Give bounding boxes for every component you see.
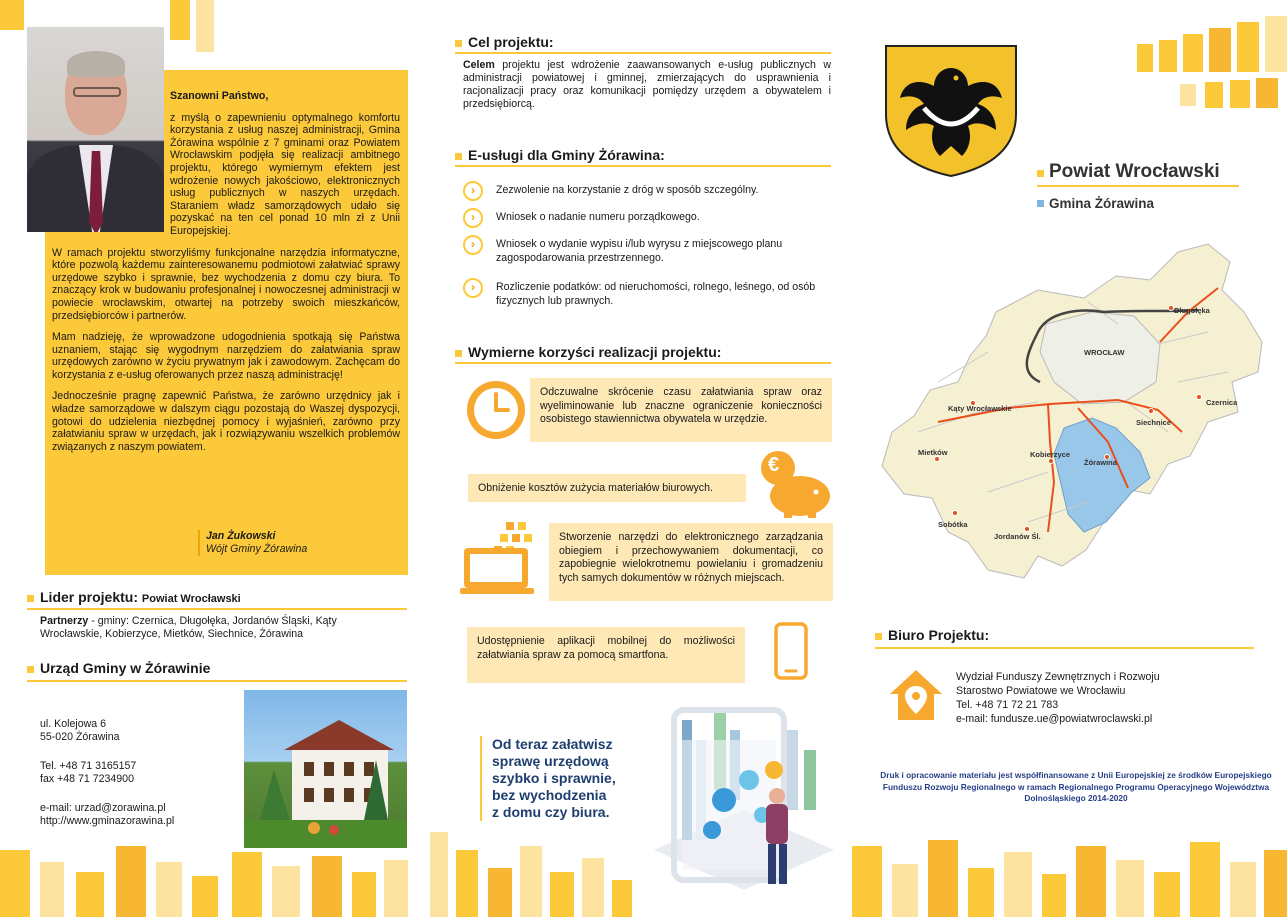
letter-paragraph-3: Mam nadzieję, że wprowadzone udogodnienia spotkają się Państwa uznaniem, stając się wygodnym narzędziem do załatwiania spraw urzędowych zarówno w życiu prywatnym jak i zawodowym. Zachęcam do korzystania z e-usług oferowanych przez naszą administrację! (52, 331, 400, 381)
fax: fax +48 71 7234900 (40, 773, 134, 785)
lider-name: Powiat Wrocławski (141, 593, 241, 605)
map-marker (1148, 408, 1154, 414)
benefit-3: Stworzenie narzędzi do elektronicznego zarządzania obiegiem i przechowywaniem dokumentacji, co zapobiegnie wielokrotnemu powielaniu i gromadzeniu tych samych dokumentów w różnych miejscach. (549, 523, 833, 601)
partners-text: Partnerzy - gminy: Czernica, Długołęka, Jordanów Śląski, Kąty Wrocławskie, Kobierzyce, Mietków, Siechnice, Żórawina (40, 615, 337, 640)
biuro-underline (875, 647, 1254, 649)
phone: Tel. +48 71 3165157 (40, 760, 137, 772)
euro-symbol: € (768, 454, 780, 476)
laptop-icon (460, 518, 548, 603)
home-location-icon (888, 666, 944, 727)
map-label-mietkow: Mietków (918, 448, 948, 457)
powiat-square (1037, 170, 1044, 177)
korzysci-underline (455, 362, 831, 364)
address-line-1: ul. Kolejowa 6 (40, 718, 106, 730)
urzad-heading: Urząd Gminy w Żórawinie (27, 660, 210, 676)
letter-paragraph-4: Jednocześnie pragnę zapewnić Państwa, że zarówno urzędnicy jak i władze samorządowe w dalszym ciągu pozostają do Waszej dyspozycji, gotowi do udzielenia niezbędnej pomocy i wyjaśnień, zarówno przy załatwianiu spraw w urzędach, jak i rozwiązywaniu wszelkich problemów związanych z naszym powiatem. (52, 390, 400, 453)
map-label-kobierzyce: Kobierzyce (1030, 450, 1071, 459)
smart-city-illustration (634, 700, 854, 905)
benefit-2: Obniżenie kosztów zużycia materiałów biurowych. (468, 474, 746, 502)
korzysci-heading: Wymierne korzyści realizacji projektu: (455, 344, 721, 360)
map-label-sobotka: Sobótka (938, 520, 968, 529)
letter-paragraph-1: z myślą o zapewnieniu optymalnego komfortu korzystania z usług naszej administracji, Gmina Żórawina wspólnie z 7 gminami oraz Powiatem Wrocławskim podjęła się realizacji ambitnego projektu, którego wymiernym efektem jest wdrożenie nowych jakościowo, elektronicznych usług publicznych w naszych urzędach. Staraniem władz samorządowych udało się pozyskać na ten cel ponad 10 mln zł z Unii Europejskiej. (170, 111, 400, 237)
coat-of-arms (882, 44, 1020, 183)
biuro-contact: Wydział Funduszy Zewnętrznych i Rozwoju Starostwo Powiatowe we Wrocławiu Tel. +48 71 72 21 783 e-mail: fundusze.ue@powiatwroclawski.pl (956, 671, 1160, 725)
map-label-jordanow: Jordanów Śl. (994, 532, 1041, 541)
funding-note: Druk i opracowanie materiału jest współfinansowane z Unii Europejskiej ze środków Europejskiego Funduszu Rozwoju Regionalnego w ramach Regionalnego Programu Operacyjnego Województwa Dolnośląskiego 2014-2020 (880, 770, 1272, 803)
map-label-katy: Kąty Wrocławskie (948, 404, 1012, 413)
benefit-4: Udostępnienie aplikacji mobilnej do możliwości załatwiania spraw za pomocą smartfona. (467, 627, 745, 683)
eusługa-item: › Rozliczenie podatków: od nieruchomości, rolnego, leśnego, od osób fizycznych lub prawnych. (463, 281, 843, 308)
map-label-zorawina: Żórawina (1084, 458, 1117, 467)
lider-heading: Lider projektu: Powiat Wrocławski (27, 589, 241, 605)
biuro-email-link[interactable]: e-mail: fundusze.ue@powiatwroclawski.pl (956, 713, 1153, 725)
chevron-right-icon: › (463, 235, 483, 255)
chevron-right-icon: › (463, 278, 483, 298)
benefit-1: Odczuwalne skrócenie czasu załatwiania spraw oraz wyeliminowanie lub znaczne ograniczenie konieczności osobistego stawiennictwa obywatela w urzędzie. (530, 378, 832, 442)
eusługi-underline (455, 165, 831, 167)
powiat-underline (1037, 185, 1239, 187)
gmina-square (1037, 200, 1044, 207)
email-link[interactable]: e-mail: urzad@zorawina.pl (40, 802, 166, 814)
biuro-heading: Biuro Projektu: (875, 627, 989, 643)
gmina-title: Gmina Żórawina (1049, 196, 1155, 211)
smartphone-icon (774, 622, 808, 685)
letter-paragraph-2: W ramach projektu stworzyliśmy funkcjonalne narzędzia informatyczne, które pozwolą każdemu zainteresowanemu podmiotowi załatwiać sprawy urzędowe szybko i sprawnie, bez wychodzenia z domu czy biura. To znaczący krok w budowaniu profesjonalnej i nowoczesnej administracji w powiecie wrocławskim, otwartej na potrzeby swoich mieszkańców, przedsiębiorców i partnerów. (52, 246, 400, 322)
map-label-czernica: Czernica (1206, 398, 1238, 407)
slogan: Od teraz załatwisz sprawę urzędową szybko i sprawnie, bez wychodzenia z domu czy biura. (480, 736, 616, 821)
clock-icon (464, 378, 528, 447)
chevron-right-icon: › (463, 181, 483, 201)
piggy-bank-icon (754, 448, 834, 523)
district-map (878, 232, 1278, 589)
cel-underline (455, 52, 831, 54)
map-label-wroclaw: WROCŁAW (1084, 348, 1125, 357)
signature (198, 530, 307, 556)
eusługa-item: › Zezwolenie na korzystanie z dróg w sposób szczególny. (463, 184, 843, 201)
cel-heading: Cel projektu: (455, 34, 554, 50)
building-photo (244, 690, 407, 848)
address-line-2: 55-020 Żórawina (40, 731, 120, 743)
lider-underline (27, 608, 407, 610)
www-link[interactable]: http://www.gminazorawina.pl (40, 815, 175, 827)
map-label-siechnice: Siechnice (1136, 418, 1172, 427)
eusługa-item: › Wniosek o nadanie numeru porządkowego. (463, 211, 843, 228)
chevron-right-icon: › (463, 208, 483, 228)
letter-greeting: Szanowni Państwo, (170, 90, 269, 102)
powiat-title: Powiat Wrocławski (1049, 161, 1220, 182)
map-marker (952, 510, 958, 516)
eusługa-item: › Wniosek o wydanie wypisu i/lub wyrysu z miejscowego planu zagospodarowania przestrzennego. (463, 238, 843, 265)
signature-name: Jan Żukowski (206, 530, 276, 542)
urzad-underline (27, 680, 407, 682)
eusługi-heading: E-usługi dla Gminy Żórawina: (455, 147, 665, 163)
letter-text (52, 90, 400, 462)
cel-text: Celem projektu jest wdrożenie zaawansowanych e-usług publicznych w administracji powiatowej i gminnej, zmierzających do usprawnienia i racjonalizacji pracy oraz komunikacji pomiędzy urzędem a obywatelem i przedsiębiorcą. (463, 59, 831, 110)
map-marker (1196, 394, 1202, 400)
urzad-contact (40, 718, 174, 828)
map-label-dlugoleka: Długołęka (1174, 306, 1210, 315)
signature-role: Wójt Gminy Żórawina (206, 543, 308, 555)
